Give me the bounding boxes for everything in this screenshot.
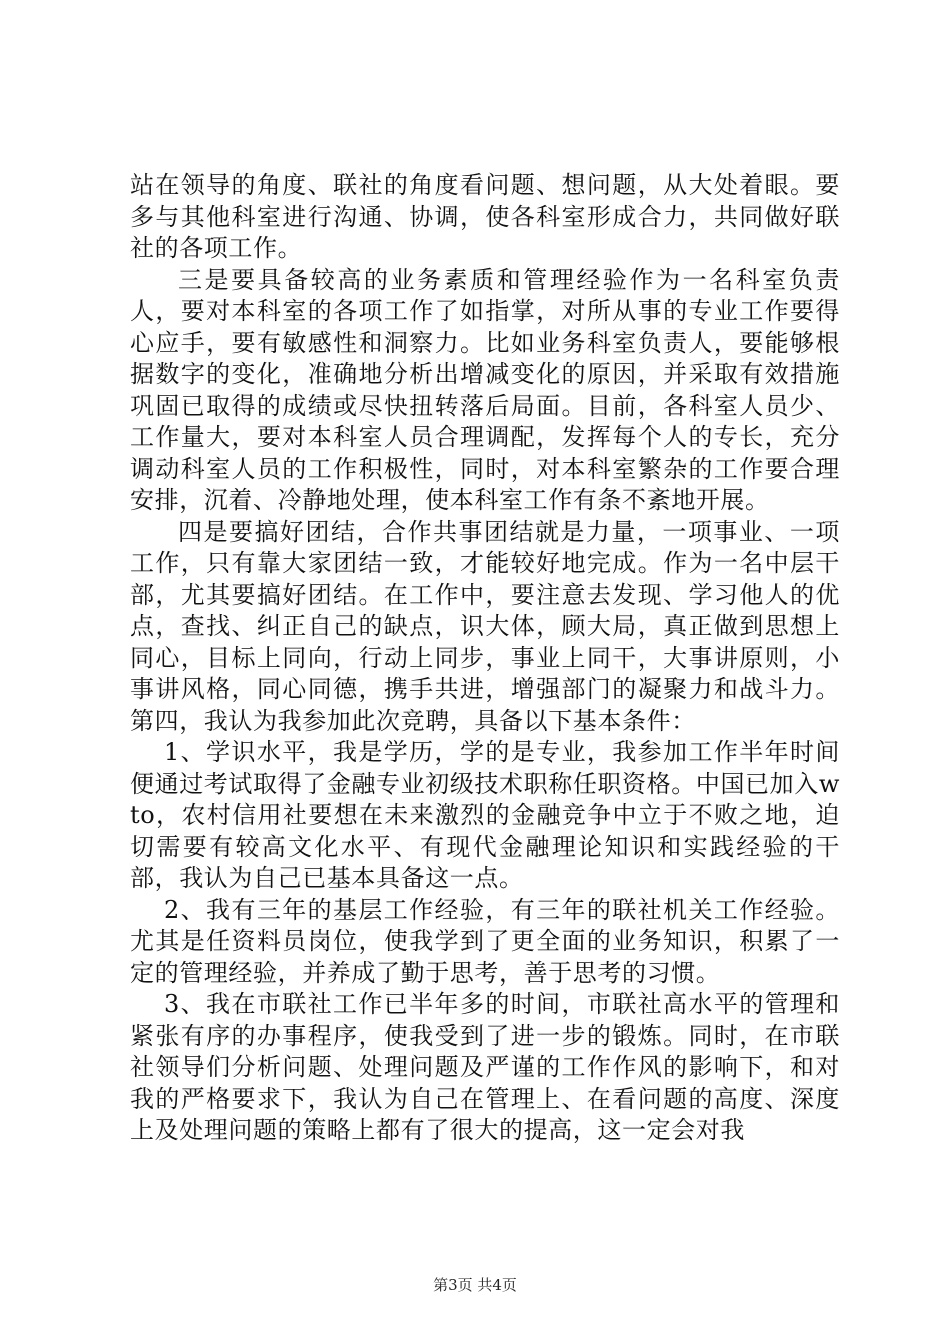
document-body (130, 170, 840, 1147)
paragraph-point-three: 三是要具备较高的业务素质和管理经验作为一名科室负责人，要对本科室的各项工作了如指掌，对所从事的专业工作要得心应手，要有敏感性和洞察力。比如业务科室负责人，要能够根据数字的变化，准确地分析出增减变化的原因，并采取有效措施巩固已取得的成绩或尽快扭转落后局面。目前，各科室人员少、工作量大，要对本科室人员合理调配，发挥每个人的专长，充分调动科室人员的工作积极性，同时，对本科室繁杂的工作要合理安排，沉着、冷静地处理，使本科室工作有条不紊地开展。 (130, 265, 840, 514)
paragraph-point-four: 四是要搞好团结，合作共事团结就是力量，一项事业、一项工作，只有靠大家团结一致，才能较好地完成。作为一名中层干部，尤其要搞好团结。在工作中，要注意去发现、学习他人的优点，查找、纠正自己的缺点，识大体，顾大局，真正做到思想上同心，目标上同向，行动上同步，事业上同干，大事讲原则，小事讲风格，同心同德，携手共进，增强部门的凝聚力和战斗力。第四，我认为我参加此次竞聘，具备以下基本条件： (130, 517, 840, 735)
paragraph-condition-1: 1、学识水平，我是学历，学的是专业，我参加工作半年时间便通过考试取得了金融专业初级技术职称任职资格。中国已加入wto，农村信用社要想在未来激烈的金融竞争中立于不败之地，迫切需要有较高文化水平、有现代金融理论知识和实践经验的干部，我认为自己已基本具备这一点。 (130, 738, 840, 892)
page-number-footer: 第3页 共4页 (433, 1276, 517, 1294)
paragraph-condition-2: 2、我有三年的基层工作经验，有三年的联社机关工作经验。尤其是任资料员岗位，使我学到了更全面的业务知识，积累了一定的管理经验，并养成了勤于思考，善于思考的习惯。 (130, 895, 840, 987)
paragraph-continuation: 站在领导的角度、联社的角度看问题、想问题，从大处着眼。要多与其他科室进行沟通、协调，使各科室形成合力，共同做好联社的各项工作。 (130, 171, 840, 262)
paragraph-condition-3: 3、我在市联社工作已半年多的时间，市联社高水平的管理和紧张有序的办事程序，使我受到了进一步的锻炼。同时，在市联社领导们分析问题、处理问题及严谨的工作作风的影响下，和对我的严格要求下，我认为自己在管理上、在看问题的高度、深度上及处理问题的策略上都有了很大的提高，这一定会对我 (130, 990, 840, 1144)
